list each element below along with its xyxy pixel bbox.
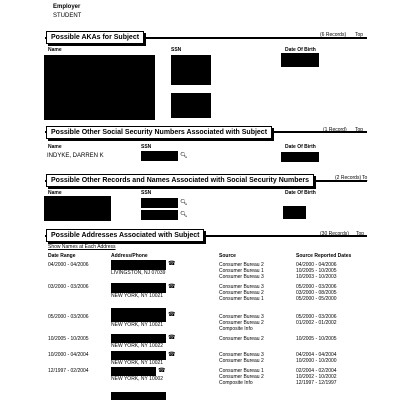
- redacted-record-names: [44, 196, 111, 221]
- address-row-dates: 10/2003 - 10/2003: [296, 274, 337, 280]
- address-row-source: Consumer Bureau 1: [219, 368, 264, 374]
- address-row-dates: 04/2000 - 04/2006: [296, 262, 337, 268]
- search-icon[interactable]: 🔍︎: [180, 212, 188, 218]
- redacted-aka-names: [44, 55, 155, 120]
- address-row-dates: 02/2004 - 02/2004: [296, 368, 337, 374]
- ssns-row-name: INDYKE, DARREN K: [47, 153, 104, 159]
- search-icon[interactable]: 🔍︎: [180, 200, 188, 206]
- phone-icon[interactable]: ☎: [168, 312, 176, 318]
- address-row-source: Consumer Bureau 3: [219, 284, 264, 290]
- ssns-col-dob: Date Of Birth: [285, 144, 316, 150]
- address-row-source: Consumer Bureau 3: [219, 314, 264, 320]
- redacted-aka-ssn-2: [171, 93, 211, 118]
- address-row-city: NEW YORK, NY 10002: [111, 376, 164, 382]
- address-row-source: Consumer Bureau 2: [219, 374, 264, 380]
- addresses-record-count: (30 Records): [320, 231, 349, 237]
- redacted-ssn-dob: [281, 152, 319, 162]
- redacted-record-ssn-2: [141, 210, 178, 220]
- address-row-dates: 12/1997 - 12/1997: [296, 380, 337, 386]
- ssns-col-ssn: SSN: [141, 144, 152, 150]
- phone-icon[interactable]: ☎: [168, 335, 176, 341]
- address-row-dates: 03/2000 - 08/2005: [296, 290, 337, 296]
- address-row-dates: 05/2000 - 03/2006: [296, 284, 337, 290]
- address-row-range: 12/1997 - 02/2004: [48, 368, 89, 374]
- address-row-city: NEW YORK, NY 10022: [111, 343, 164, 349]
- records-top-link[interactable]: To: [362, 175, 368, 181]
- addresses-col-source: Source: [219, 253, 236, 259]
- redacted-address: [111, 367, 156, 376]
- address-row-range: 10/2005 - 10/2005: [48, 336, 89, 342]
- address-row-dates: 01/2002 - 01/2002: [296, 320, 337, 326]
- addresses-col-dates: Source Reported Dates: [296, 253, 352, 259]
- address-row-range: 04/2000 - 04/2006: [48, 262, 89, 268]
- search-icon[interactable]: 🔍︎: [180, 153, 188, 159]
- redacted-record-ssn-1: [141, 198, 178, 208]
- phone-icon[interactable]: ☎: [168, 352, 176, 358]
- records-section-title: Possible Other Records and Names Associated with Social Security Numbers: [46, 174, 314, 187]
- address-row-range: 05/2000 - 03/2006: [48, 314, 89, 320]
- redacted-address: [111, 283, 166, 293]
- address-row-range: 10/2000 - 04/2004: [48, 352, 89, 358]
- phone-icon[interactable]: ☎: [168, 261, 176, 267]
- redacted-record-dob: [283, 206, 306, 219]
- address-row-city: LIVINGSTON, NJ 07039: [111, 270, 166, 276]
- akas-col-ssn: SSN: [171, 47, 182, 53]
- akas-top-link[interactable]: Top: [355, 32, 364, 38]
- addresses-top-link[interactable]: Top: [356, 231, 365, 237]
- ssns-record-count: (1 Record): [323, 127, 347, 133]
- address-row-source: Composite Info: [219, 380, 253, 386]
- show-names-link[interactable]: Show Names at Each Address: [48, 244, 116, 250]
- addresses-col-address: Address/Phone: [111, 253, 148, 259]
- address-row-source: Consumer Bureau 2: [219, 320, 264, 326]
- redacted-address: [111, 392, 166, 400]
- akas-col-dob: Date Of Birth: [285, 47, 316, 53]
- records-col-dob: Date Of Birth: [285, 190, 316, 196]
- address-row-dates: 10/2002 - 10/2002: [296, 374, 337, 380]
- address-row-source: Consumer Bureau 2: [219, 336, 264, 342]
- address-row-dates: 10/2005 - 10/2005: [296, 336, 337, 342]
- akas-col-name: Name: [48, 47, 62, 53]
- addresses-section-title: Possible Addresses Associated with Subject: [46, 229, 204, 242]
- address-row-city: NEW YORK, NY 10021: [111, 322, 164, 328]
- addresses-col-range: Date Range: [48, 253, 76, 259]
- address-row-source: Consumer Bureau 3: [219, 274, 264, 280]
- address-row-source: Consumer Bureau 1: [219, 296, 264, 302]
- redacted-aka-dob: [281, 53, 319, 67]
- address-row-city: NEW YORK, NY 10021: [111, 360, 164, 366]
- redacted-address: [111, 351, 166, 360]
- ssns-col-name: Name: [48, 144, 62, 150]
- address-row-range: 03/2000 - 03/2006: [48, 284, 89, 290]
- address-row-source: Consumer Bureau 2: [219, 262, 264, 268]
- records-col-ssn: SSN: [141, 190, 152, 196]
- address-row-source: Consumer Bureau 1: [219, 268, 264, 274]
- phone-icon[interactable]: ☎: [168, 284, 176, 290]
- employer-label: Employer: [53, 4, 81, 10]
- address-row-source: Consumer Bureau 2: [219, 358, 264, 364]
- records-record-count: (2 Records): [335, 175, 362, 181]
- address-row-dates: 05/2000 - 03/2006: [296, 314, 337, 320]
- redacted-ssn-value: [141, 151, 178, 161]
- ssns-section-title: Possible Other Social Security Numbers Associated with Subject: [46, 126, 272, 139]
- address-row-source: Consumer Bureau 3: [219, 352, 264, 358]
- redacted-address: [111, 334, 166, 343]
- address-row-dates: 10/2005 - 10/2005: [296, 268, 337, 274]
- address-row-city: NEW YORK, NY 10021: [111, 293, 164, 299]
- ssns-top-link[interactable]: Top: [355, 127, 364, 133]
- redacted-aka-ssn-1: [171, 55, 211, 85]
- address-row-dates: 10/2000 - 10/2000: [296, 358, 337, 364]
- employer-value: STUDENT: [53, 13, 82, 19]
- address-row-dates: 05/2000 - 05/2000: [296, 296, 337, 302]
- akas-record-count: (6 Records): [320, 32, 347, 38]
- redacted-address: [111, 260, 166, 270]
- address-row-source: Composite Info: [219, 326, 253, 332]
- akas-section-title: Possible AKAs for Subject: [46, 31, 144, 44]
- redacted-address: [111, 308, 166, 322]
- address-row-dates: 04/2004 - 04/2004: [296, 352, 337, 358]
- address-row-source: Consumer Bureau 2: [219, 290, 264, 296]
- records-col-name: Name: [48, 190, 62, 196]
- phone-icon[interactable]: ☎: [158, 368, 166, 374]
